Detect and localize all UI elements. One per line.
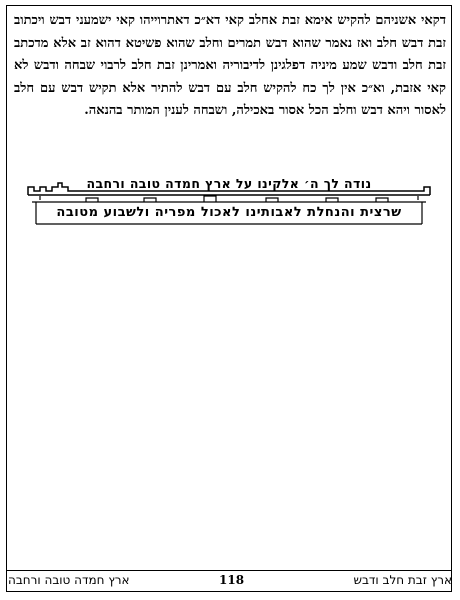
emblem-blessing-line-2: שרצית והנחלת לאבותינו לאכול מפריה ולשבוע מטובה	[56, 205, 402, 220]
emblem	[26, 172, 432, 226]
body-paragraph: דקאי אשניהם להקיש אימא זבת אחלב קאי דא״כ דאתרוייהו קאי ישמעני דבש ויכתוב זבת דבש חלב ואז נאמר שהוא דבש תמרים וחלב שהוא פשיטא דהוא זב אלא מדכתב זבת חלב ודבש שמע מיניה דפלגינן לדיבוריה ואמרינן זבת חלב לרבוי שבחה ודבש לא קאי אזבת, וא״כ אין לך כח להקיש חלב עם דבש להתיר אלא תקיש דבש עם חלב לאסור ויהא דבש וחלב הכל אסור באכילה, ושבחה לענין המותר בהנאה.	[14, 13, 446, 119]
page-footer	[0, 570, 460, 592]
footer-left-title: ארץ חמדה טובה ורחבה	[8, 573, 130, 587]
page-number: 118	[219, 573, 245, 587]
footer-rule	[6, 570, 452, 571]
footer-right-title: ארץ זבת חלב ודבש	[353, 573, 452, 587]
emblem-blessing-line-1: נודה לך ה׳ אלקינו על ארץ חמדה טובה ורחבה	[86, 176, 372, 191]
